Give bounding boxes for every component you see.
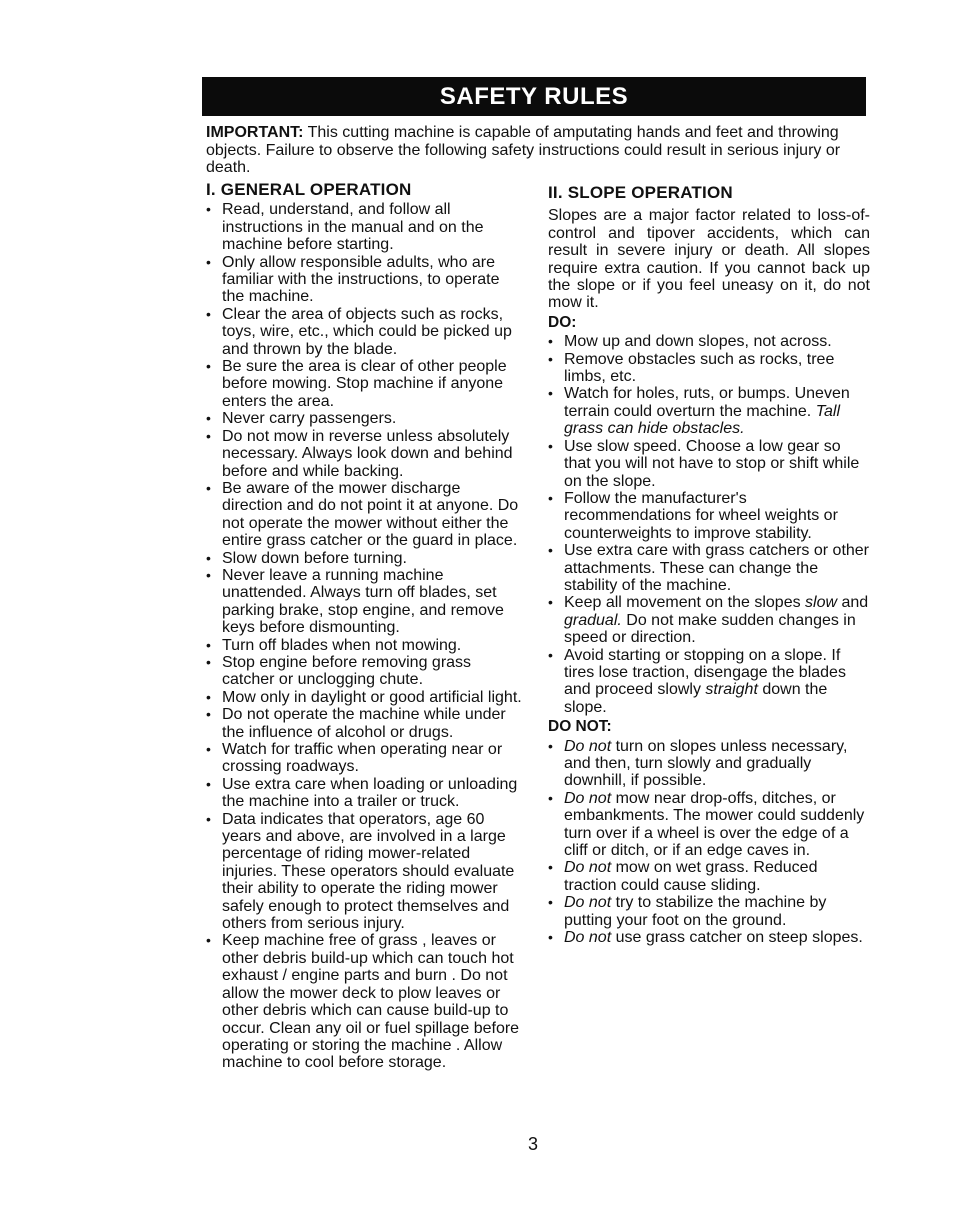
do-not-list (548, 738, 870, 947)
list-item: • Be sure the area is clear of other people before mowing. Stop machine if anyone enters the area. (206, 358, 524, 410)
list-item: • Use extra care when loading or unloading the machine into a trailer or truck. (206, 776, 524, 811)
list-item: • Follow the manufacturer's recommendations for wheel weights or counterweights to improve stability. (548, 490, 870, 542)
list-item: • Do not operate the machine while under the influence of alcohol or drugs. (206, 706, 524, 741)
list-item: • Slow down before turning. (206, 550, 524, 567)
slope-intro-paragraph: Slopes are a major factor related to loss-of-control and tipover accidents, which can result in severe injury or death. All slopes require extra caution. If you cannot back up the slope or if you feel uneasy on it, do not mow it. (548, 207, 870, 312)
list-item-emphasis: straight (705, 681, 758, 699)
list-item: • Read, understand, and follow all instructions in the manual and on the machine before starting. (206, 201, 524, 253)
list-item: • Turn off blades when not mowing. (206, 637, 524, 654)
list-item: • Mow only in daylight or good artificial light. (206, 689, 524, 706)
list-item (548, 929, 870, 946)
list-item-emphasis: gradual. (564, 611, 622, 629)
list-item-emphasis: Tall grass can hide obstacles. (564, 402, 840, 438)
list-item: • Do not mow in reverse unless absolutely necessary. Always look down and behind before and while backing. (206, 428, 524, 480)
list-item-text: Keep all movement on the slopes (564, 594, 806, 612)
list-item: • Use slow speed. Choose a low gear so that you will not have to stop or shift while on the slope. (548, 438, 870, 490)
list-item-text: try to stabilize the machine by putting your foot on the ground. (564, 894, 827, 929)
list-item: • Mow up and down slopes, not across. (548, 333, 870, 350)
list-item (548, 647, 870, 717)
page-title: SAFETY RULES (439, 82, 629, 110)
list-item-text: use grass catcher on steep slopes. (611, 929, 863, 947)
list-item (548, 894, 870, 929)
list-item: • Only allow responsible adults, who are familiar with the instructions, to operate the machine. (206, 254, 524, 306)
list-item: • Never leave a running machine unattended. Always turn off blades, set parking brake, stop engine, and remove keys before dismounting. (206, 567, 524, 637)
general-operation-heading: I. GENERAL OPERATION (206, 180, 412, 199)
important-text: This cutting machine is capable of amputating hands and feet and throwing objects. Failure to observe the following safety instructions could result in serious injury or death. (206, 124, 841, 176)
list-item (548, 859, 870, 894)
list-item: • Keep machine free of grass , leaves or other debris build-up which can touch hot exhaust / engine parts and burn . Do not allow the mower deck to plow leaves or other debris which can cause build-up to occur. Clean any oil or fuel spillage before operating or storing the machine . Allow machine to cool before storage. (206, 932, 524, 1071)
list-item-text: Do not make sudden changes in speed or direction. (564, 611, 856, 647)
list-item-text: Watch for holes, ruts, or bumps. Uneven terrain could overturn the machine. (564, 385, 850, 420)
list-item-emphasis: Do not (564, 737, 612, 755)
list-item: • Clear the area of objects such as rocks, toys, wire, etc., which could be picked up and thrown by the blade. (206, 306, 524, 358)
slope-operation-heading: II. SLOPE OPERATION (548, 183, 733, 202)
important-notice (206, 124, 866, 177)
list-item-text: Avoid starting or stopping on a slope. If tires lose traction, disengage the blades and proceed slowly (564, 646, 846, 699)
list-item-emphasis: Do not (564, 789, 612, 807)
list-item (548, 790, 870, 860)
important-label: IMPORTANT: (206, 124, 304, 141)
list-item (548, 738, 870, 790)
list-item-text: and (837, 594, 869, 612)
list-item: • Stop engine before removing grass catcher or unclogging chute. (206, 654, 524, 689)
do-heading: DO: (548, 313, 577, 331)
list-item-text: mow on wet grass. Reduced traction could cause sliding. (564, 859, 818, 894)
list-item-emphasis: Do not (564, 894, 612, 912)
list-item-emphasis: slow (805, 594, 838, 612)
list-item: • Never carry passengers. (206, 410, 524, 427)
list-item-emphasis: Do not (564, 859, 612, 877)
slope-operation-section (548, 184, 870, 946)
list-item: • Data indicates that operators, age 60 years and above, are involved in a large percentage of riding mower-related injuries. These operators should evaluate their ability to operate the riding mower safely enough to protect themselves and others from serious injury. (206, 811, 524, 933)
list-item (548, 594, 870, 646)
list-item (548, 385, 870, 437)
list-item: • Watch for traffic when operating near or crossing roadways. (206, 741, 524, 776)
general-operation-list (206, 201, 524, 1071)
list-item-text: mow near drop-offs, ditches, or embankments. The mower could suddenly turn over if a wheel is over the edge of a cliff or ditch, or if an edge caves in. (564, 789, 865, 860)
list-item-text: turn on slopes unless necessary, and then, turn slowly and gradually downhill, if possible. (564, 737, 848, 790)
list-item-emphasis: Do not (564, 929, 612, 947)
safety-rules-banner (202, 77, 866, 116)
list-item-text: down the slope. (564, 681, 828, 716)
list-item: • Use extra care with grass catchers or other attachments. These can change the stability of the machine. (548, 542, 870, 594)
page-number: 3 (528, 1134, 539, 1154)
do-not-heading: DO NOT: (548, 718, 612, 736)
do-list (548, 333, 870, 716)
list-item: • Remove obstacles such as rocks, tree limbs, etc. (548, 351, 870, 386)
list-item: • Be aware of the mower discharge direction and do not point it at anyone. Do not operate the mower without either the entire grass catcher or the guard in place. (206, 480, 524, 550)
general-operation-section (206, 181, 524, 1072)
